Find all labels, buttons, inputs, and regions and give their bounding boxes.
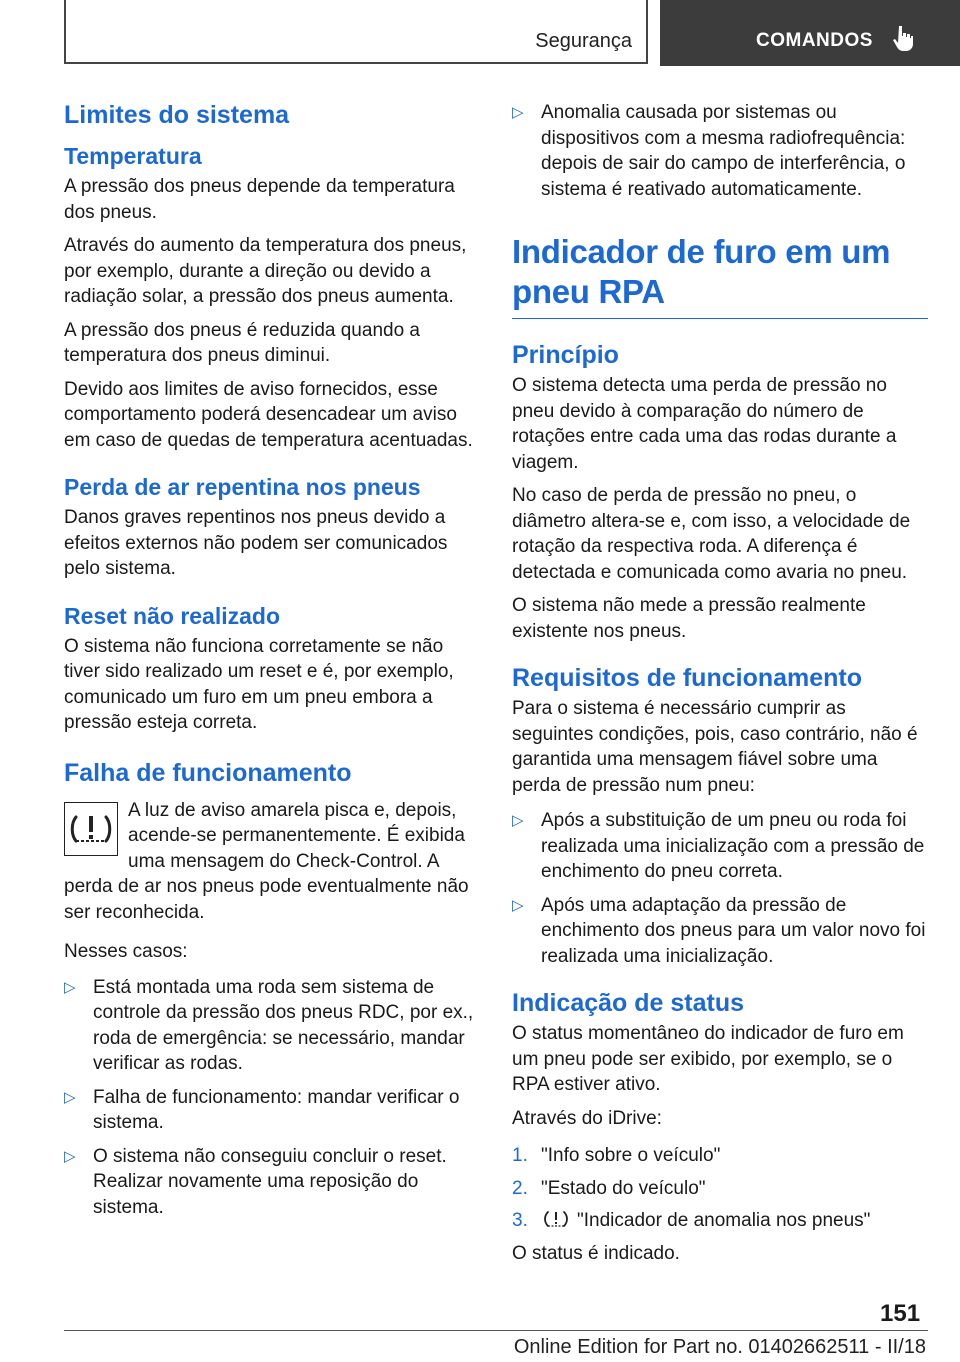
paragraph: A luz de aviso amarela pisca e, depois, acende-se permanentemente. É exibida uma mensagem do Check-Control. A perda de ar nos pneus pode eventualmente não ser reconhecida.	[64, 799, 469, 923]
bullet-list	[512, 100, 928, 202]
triangle-bullet-icon: ▷	[512, 104, 524, 121]
page-number: 151	[880, 1300, 921, 1327]
list-item: ▷ Falha de funcionamento: mandar verificar o sistema.	[64, 1086, 460, 1133]
triangle-bullet-icon: ▷	[64, 1088, 76, 1106]
footer-divider	[64, 1330, 928, 1331]
heading-falha: Falha de funcionamento	[64, 758, 352, 787]
paragraph: A pressão dos pneus depende da temperatura dos pneus.	[64, 176, 455, 223]
section-title: Segurança	[535, 30, 632, 52]
chapter-title-rpa: Indicador de furo em um pneu RPA	[512, 232, 928, 319]
paragraph: Através do aumento da temperatura dos pneus, por exemplo, durante a direção ou devido a radiação solar, a pressão dos pneus aumenta.	[64, 235, 467, 307]
chapter-tab[interactable]	[660, 0, 960, 66]
list-item: 1. "Info sobre o veículo"	[512, 1145, 721, 1166]
paragraph: O status é indicado.	[512, 1242, 680, 1264]
triangle-bullet-icon: ▷	[512, 896, 524, 914]
paragraph: Devido aos limites de aviso fornecidos, esse comportamento poderá desencadear um aviso em caso de quedas de temperatura acentuadas.	[64, 378, 473, 451]
list-item: ▷ O sistema não conseguiu concluir o reset. Realizar novamente uma reposição do sistema.	[64, 1145, 447, 1218]
triangle-bullet-icon: ▷	[512, 812, 524, 829]
paragraph: O sistema não funciona corretamente se não tiver sido realizado um reset e é, por exemplo, comunicado um furo em um pneu embora a pressão esteja correta.	[64, 635, 454, 733]
header-frame	[64, 0, 648, 64]
list-item: ▷ Está montada uma roda sem sistema de controle da pressão dos pneus RDC, por ex., roda de emergência: se necessário, mandar verificar as rodas.	[64, 976, 474, 1074]
heading-indicacao-status: Indicação de status	[512, 989, 745, 1017]
heading-temperatura: Temperatura	[64, 143, 202, 169]
section-title-limites: Limites do sistema	[64, 101, 290, 129]
paragraph: O sistema não mede a pressão realmente existente nos pneus.	[512, 595, 866, 642]
list-item: 3. "Indicador de anomalia nos pneus"	[512, 1210, 871, 1231]
step-list	[512, 1143, 928, 1234]
paragraph: O status momentâneo do indicador de furo em um pneu pode ser exibido, por exemplo, se o RPA estiver ativo.	[512, 1023, 904, 1095]
heading-principio: Princípio	[512, 341, 619, 369]
paragraph: Nesses casos:	[64, 941, 188, 962]
left-column	[64, 100, 476, 1228]
heading-reset: Reset não realizado	[64, 602, 281, 629]
bullet-list	[512, 808, 928, 969]
hand-pointer-icon	[892, 24, 914, 52]
list-item: ▷ Após uma adaptação da pressão de enchimento dos pneus para um valor novo foi realizada uma inicialização.	[512, 894, 926, 967]
triangle-bullet-icon: ▷	[64, 1147, 76, 1165]
paragraph: A pressão dos pneus é reduzida quando a temperatura dos pneus diminui.	[64, 319, 420, 366]
paragraph: Para o sistema é necessário cumprir as seguintes condições, pois, caso contrário, não é garantida uma mensagem fiável sobre uma perda de pressão num pneu:	[512, 698, 918, 796]
paragraph: Através do iDrive:	[512, 1107, 662, 1129]
paragraph: Danos graves repentinos nos pneus devido a efeitos externos não podem ser comunicados pelo sistema.	[64, 507, 448, 579]
paragraph: No caso de perda de pressão no pneu, o diâmetro altera-se e, com isso, a velocidade de rotação da respectiva roda. A diferença é detectada e comunicada como avaria no pneu.	[512, 485, 911, 583]
heading-perda-de-ar: Perda de ar repentina nos pneus	[64, 474, 421, 500]
list-item: ▷ Após a substituição de um pneu ou roda foi realizada uma inicialização com a pressão de enchimento do pneu correta.	[512, 810, 925, 882]
footer-edition: Online Edition for Part no. 01402662511 - II/18	[513, 1336, 926, 1358]
bullet-list	[64, 975, 476, 1221]
list-item: ▷ Anomalia causada por sistemas ou dispositivos com a mesma radiofrequência: depois de sair do campo de interferência, o sistema é reativado automaticamente.	[512, 102, 906, 200]
tire-pressure-warning-icon	[64, 802, 118, 856]
tire-warning-icon	[543, 1209, 569, 1229]
triangle-bullet-icon: ▷	[64, 978, 76, 996]
list-item: 2. "Estado do veículo"	[512, 1177, 706, 1199]
right-column	[512, 100, 928, 1274]
paragraph: O sistema detecta uma perda de pressão no pneu devido à comparação do número de rotações entre cada uma das rodas durante a viagem.	[512, 375, 897, 473]
chapter-tab-label: COMANDOS	[756, 30, 873, 51]
heading-requisitos: Requisitos de funcionamento	[512, 664, 863, 692]
